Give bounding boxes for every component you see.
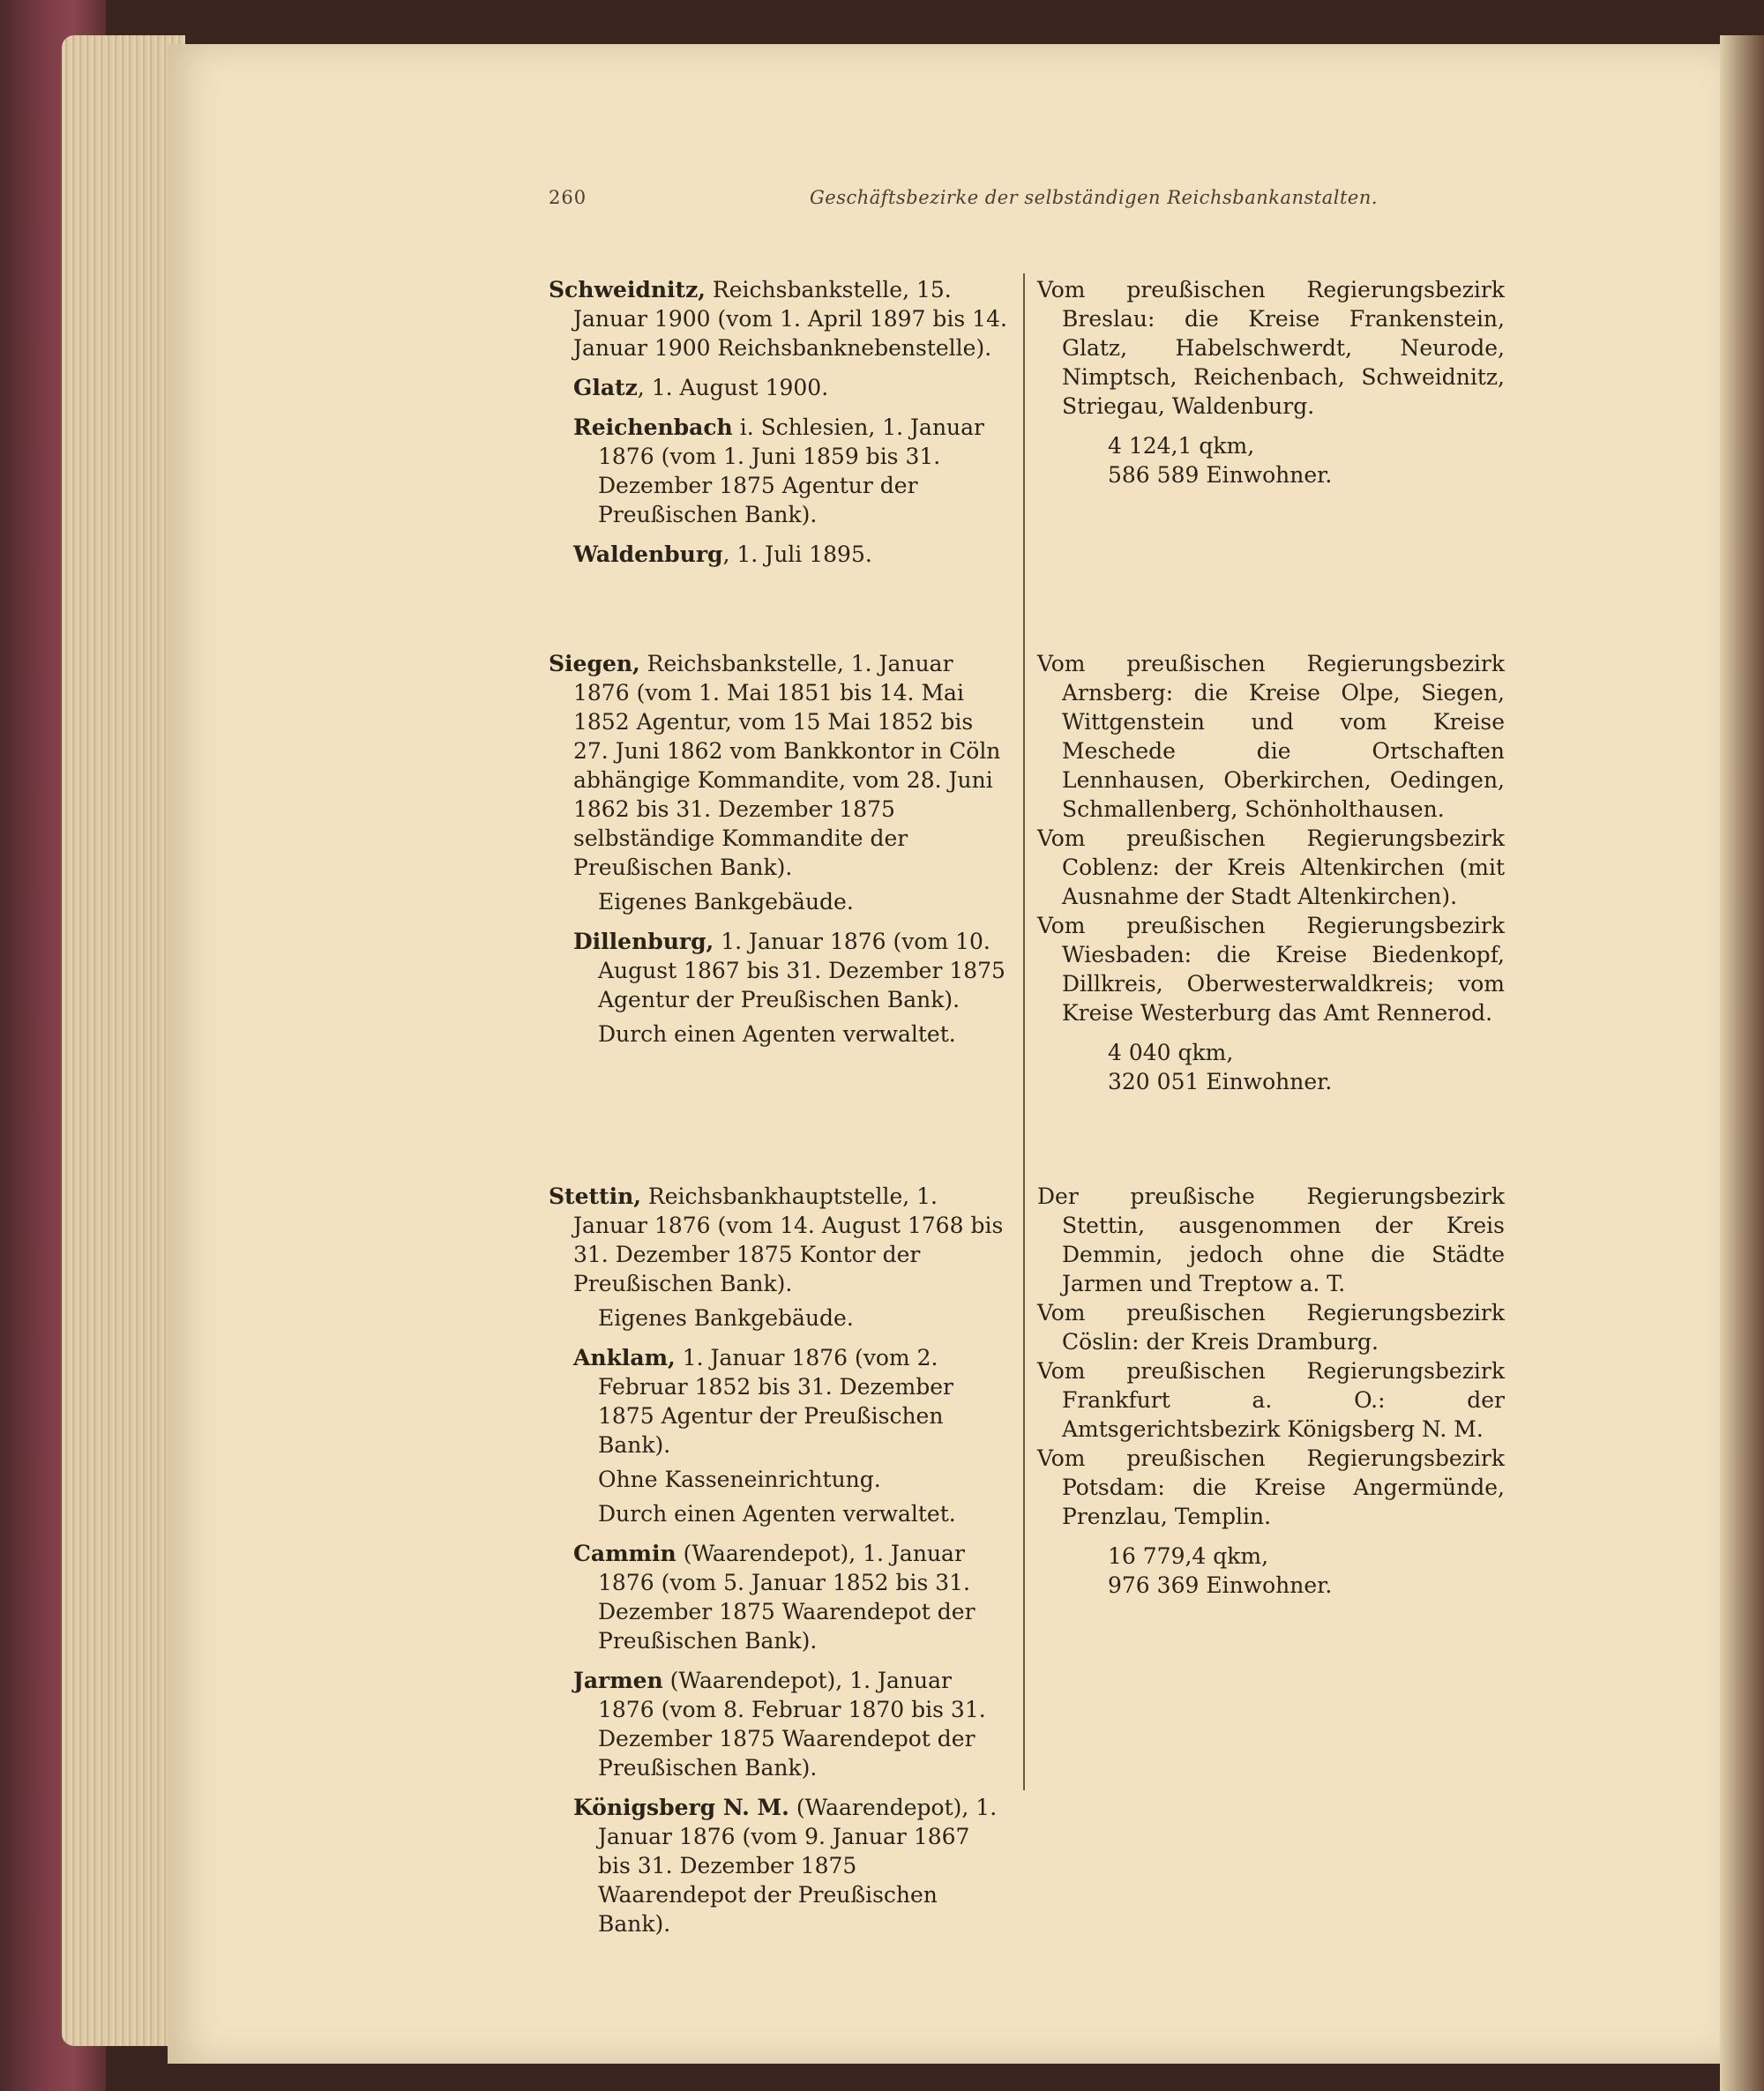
office-text: Reichsbankstelle, 15. Januar 1900 (vom 1. April 1897 bis 14. Januar 1900 Reichsbanknebenstelle). [573,277,1007,361]
branch-text: i. Schlesien, 1. Januar 1876 (vom 1. Juni 1859 bis 31. Dezember 1875 Agentur der Preußischen Bank). [598,414,985,527]
district-paragraph: Vom preußischen Regierungsbezirk Frankfurt a. O.: der Amtsgerichtsbezirk Königsberg N. M. [1037,1358,1505,1442]
branch-note: Durch einen Agenten verwaltet. [598,1021,956,1047]
district-schweidnitz [1037,275,1505,489]
entry-schweidnitz [549,275,1007,569]
district-paragraph: Vom preußischen Regierungsbezirk Cöslin: der Kreis Dramburg. [1037,1300,1505,1355]
branch-text: , 1. August 1900. [637,375,829,400]
page-gutter-right [1720,35,1764,2091]
branch-note: Durch einen Agenten verwaltet. [598,1501,956,1527]
district-paragraph: Vom preußischen Regierungsbezirk Coblenz: der Kreis Altenkirchen (mit Ausnahme der Stadt Altenkirchen). [1037,825,1505,909]
branch-name: Cammin [573,1541,676,1566]
branch-text: 1. Januar 1876 (vom 10. August 1867 bis 31. Dezember 1875 Agentur der Preußischen Bank). [598,929,1005,1012]
entry-siegen [549,649,1007,1049]
entry-stettin [549,1182,1007,1938]
office-name: Siegen, [549,651,640,676]
office-name: Stettin, [549,1184,641,1209]
page-number: 260 [549,187,587,208]
branch-note: Ohne Kasseneinrichtung. [598,1467,881,1492]
district-paragraph: Der preußische Regierungsbezirk Stettin, ausgenommen der Kreis Demmin, jedoch ohne die Städte Jarmen und Treptow a. T. [1037,1184,1505,1296]
column-divider [1023,273,1025,1790]
branch-name: Jarmen [573,1668,663,1693]
area-value: 4 040 qkm, [1108,1040,1234,1065]
district-paragraph: Vom preußischen Regierungsbezirk Wiesbaden: die Kreise Biedenkopf, Dillkreis, Oberwesterwaldkreis; vom Kreise Westerburg das Amt Rennerod. [1037,913,1505,1026]
office-note: Eigenes Bankgebäude. [598,889,854,915]
district-paragraph: Vom preußischen Regierungsbezirk Potsdam: die Kreise Angermünde, Prenzlau, Templin. [1037,1445,1505,1529]
branch-name: Glatz [573,375,638,400]
district-stettin [1037,1182,1505,1600]
branch-text: (Waarendepot), 1. Januar 1876 (vom 9. Januar 1867 bis 31. Dezember 1875 Waarendepot der Preußischen Bank). [598,1795,998,1937]
branch-text: 1. Januar 1876 (vom 2. Februar 1852 bis 31. Dezember 1875 Agentur der Preußischen Bank). [598,1345,953,1458]
branch-name: Anklam, [573,1345,676,1370]
population-value: 586 589 Einwohner. [1108,462,1333,488]
office-note: Eigenes Bankgebäude. [598,1305,854,1331]
area-value: 4 124,1 qkm, [1108,433,1255,459]
district-siegen [1037,649,1505,1096]
running-title: Geschäftsbezirke der selbständigen Reichsbankanstalten. [810,187,1379,208]
district-paragraph: Vom preußischen Regierungsbezirk Breslau: die Kreise Frankenstein, Glatz, Habelschwerdt, Neurode, Nimptsch, Reichenbach, Schweidnitz, Striegau, Waldenburg. [1037,277,1505,419]
branch-name: Dillenburg, [573,929,714,954]
branch-text: (Waarendepot), 1. Januar 1876 (vom 5. Januar 1852 bis 31. Dezember 1875 Waarendepot der Preußischen Bank). [598,1541,975,1654]
office-name: Schweidnitz, [549,277,706,302]
office-text: Reichsbankstelle, 1. Januar 1876 (vom 1. Mai 1851 bis 14. Mai 1852 Agentur, vom 15 Mai 1852 bis 27. Juni 1862 vom Bankkontor in Cöln abhängige Kommandite, vom 28. Juni 1862 bis 31. Dezember 1875 selbständige Kommandite der Preußischen Bank). [573,651,1001,880]
branch-name: Königsberg N. M. [573,1795,789,1820]
branch-text: , 1. Juli 1895. [722,541,872,567]
district-paragraph: Vom preußischen Regierungsbezirk Arnsberg: die Kreise Olpe, Siegen, Wittgenstein und vom Kreise Meschede die Ortschaften Lennhausen, Oberkirchen, Oedingen, Schmallenberg, Schönholthausen. [1037,651,1505,822]
branch-name: Waldenburg [573,541,723,567]
population-value: 976 369 Einwohner. [1108,1572,1333,1598]
page-edges [62,35,185,2046]
branch-name: Reichenbach [573,414,733,440]
branch-text: (Waarendepot), 1. Januar 1876 (vom 8. Februar 1870 bis 31. Dezember 1875 Waarendepot der Preußischen Bank). [598,1668,986,1781]
area-value: 16 779,4 qkm, [1108,1543,1269,1569]
office-text: Reichsbankhauptstelle, 1. Januar 1876 (vom 14. August 1768 bis 31. Dezember 1875 Kontor der Preußischen Bank). [573,1184,1004,1296]
population-value: 320 051 Einwohner. [1108,1069,1333,1094]
